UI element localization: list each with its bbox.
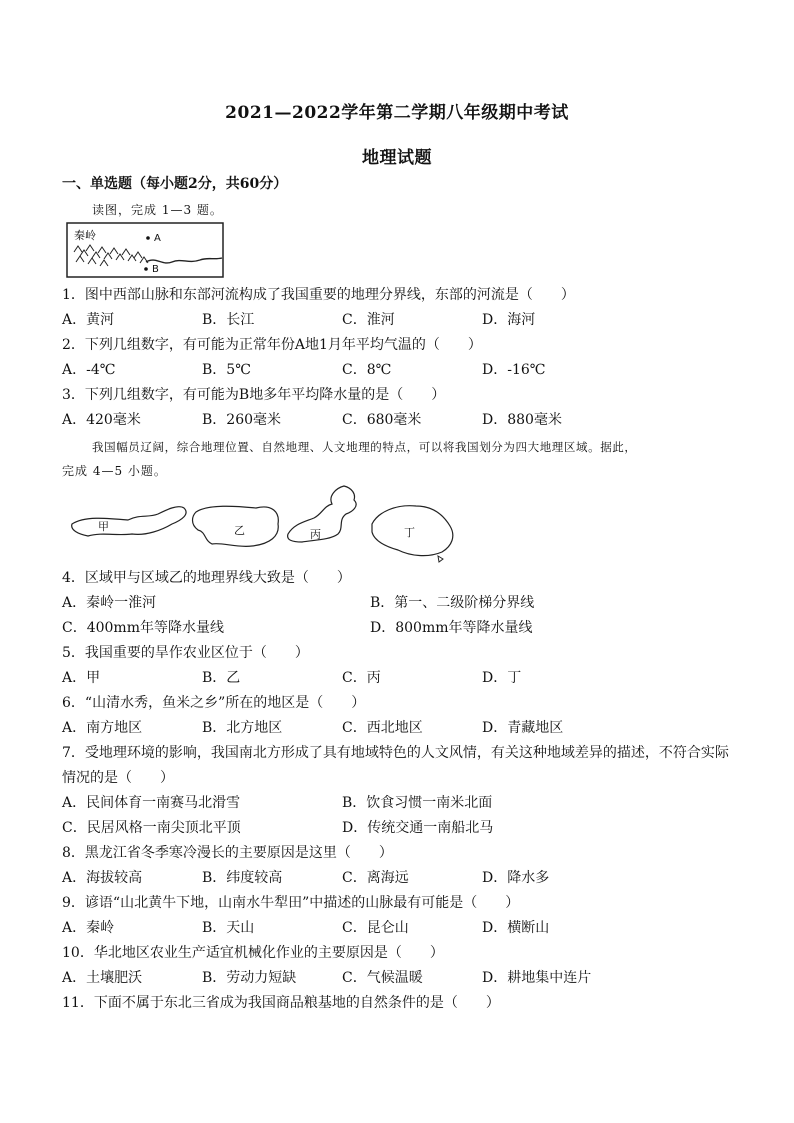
q7-option-b: B．饮食习惯一南米北面 <box>342 795 493 811</box>
map2-intro-line2: 完成 4—5 小题。 <box>62 464 167 478</box>
q8-option-c: C．离海远 <box>342 870 409 886</box>
q9-option-d: D．横断山 <box>482 920 550 936</box>
region-ding <box>372 506 453 562</box>
q7-option-d: D．传统交通一南船北马 <box>342 820 494 836</box>
q10-option-a: A．土壤肥沃 <box>62 970 143 986</box>
q1-option-a: A．黄河 <box>62 312 115 328</box>
q4-option-b: B．第一、二级阶梯分界线 <box>370 595 535 611</box>
map1-label-a: A <box>154 233 161 244</box>
q3-option-d: D．880毫米 <box>482 412 562 428</box>
region-yi <box>193 506 279 546</box>
q5-option-a: A．甲 <box>62 670 101 686</box>
question-11-stem: 11．下面不属于东北三省成为我国商品粮基地的自然条件的是（ ） <box>62 995 500 1011</box>
question-7-stem: 7．受地理环境的影响，我国南北方形成了具有地域特色的人文风情，有关这种地域差异的描述，不符合实际 <box>62 745 729 761</box>
question-10-stem: 10．华北地区农业生产适宜机械化作业的主要原因是（ ） <box>62 945 444 961</box>
region-jia <box>72 507 186 536</box>
exam-title: 2021—2022学年第二学期八年级期中考试 <box>225 103 569 123</box>
q8-option-a: A．海拔较高 <box>62 870 143 886</box>
exam-subtitle: 地理试题 <box>362 148 432 168</box>
q2-option-d: D．-16℃ <box>482 362 546 378</box>
q1-option-b: B．长江 <box>202 312 255 328</box>
q3-option-b: B．260毫米 <box>202 412 282 428</box>
q5-option-d: D．丁 <box>482 670 522 686</box>
four-regions-figure <box>66 484 466 564</box>
question-1-stem: 1．图中西部山脉和东部河流构成了我国重要的地理分界线，东部的河流是（ ） <box>62 287 575 303</box>
question-8-stem: 8．黑龙江省冬季寒冷漫长的主要原因是这里（ ） <box>62 845 393 861</box>
region-ding-label: 丁 <box>404 526 415 539</box>
q2-option-c: C．8℃ <box>342 362 392 378</box>
q8-option-b: B．纬度较高 <box>202 870 283 886</box>
q4-option-a: A．秦岭一淮河 <box>62 595 157 611</box>
q8-option-d: D．降水多 <box>482 870 550 886</box>
map1-label-b: B <box>152 264 159 275</box>
question-5-stem: 5．我国重要的旱作农业区位于（ ） <box>62 645 309 661</box>
region-bing-label: 丙 <box>310 528 321 541</box>
q1-option-d: D．海河 <box>482 312 536 328</box>
point-b <box>144 267 148 271</box>
region-jia-label: 甲 <box>98 520 109 533</box>
q9-option-a: A．秦岭 <box>62 920 115 936</box>
q5-option-b: B．乙 <box>202 670 241 686</box>
q2-option-b: B．5℃ <box>202 362 251 378</box>
question-2-stem: 2．下列几组数字，有可能为正常年份A地1月年平均气温的（ ） <box>62 337 482 353</box>
point-a <box>146 236 150 240</box>
q5-option-c: C．丙 <box>342 670 381 686</box>
question-9-stem: 9．谚语“山北黄牛下地，山南水牛犁田”中描述的山脉最有可能是（ ） <box>62 895 520 911</box>
q3-option-c: C．680毫米 <box>342 412 422 428</box>
q6-option-d: D．青藏地区 <box>482 720 564 736</box>
q1-option-c: C．淮河 <box>342 312 395 328</box>
question-3-stem: 3．下列几组数字，有可能为B地多年平均降水量的是（ ） <box>62 387 446 403</box>
region-yi-label: 乙 <box>234 524 245 537</box>
question-7-stem-cont: 情况的是（ ） <box>62 770 174 786</box>
qinling-map-figure <box>66 222 224 278</box>
q10-option-b: B．劳动力短缺 <box>202 970 297 986</box>
q6-option-a: A．南方地区 <box>62 720 143 736</box>
q9-option-b: B．天山 <box>202 920 255 936</box>
q6-option-c: C．西北地区 <box>342 720 423 736</box>
q7-option-c: C．民居风格一南尖顶北平顶 <box>62 820 241 836</box>
map1-intro: 读图，完成 1—3 题。 <box>92 203 223 217</box>
q2-option-a: A．-4℃ <box>62 362 116 378</box>
map2-intro-line1: 我国幅员辽阔，综合地理位置、自然地理、人文地理的特点，可以将我国划分为四大地理区域。据此， <box>92 440 637 454</box>
q3-option-a: A．420毫米 <box>62 412 141 428</box>
question-4-stem: 4．区域甲与区域乙的地理界线大致是（ ） <box>62 570 351 586</box>
q7-option-a: A．民间体育一南赛马北滑雪 <box>62 795 241 811</box>
map1-label-qinling: 秦岭 <box>74 229 96 242</box>
region-bing <box>288 486 357 542</box>
q4-option-d: D．800mm年等降水量线 <box>370 620 533 636</box>
question-6-stem: 6．“山清水秀，鱼米之乡”所在的地区是（ ） <box>62 695 366 711</box>
q10-option-c: C．气候温暖 <box>342 970 423 986</box>
q4-option-c: C．400mm年等降水量线 <box>62 620 224 636</box>
q10-option-d: D．耕地集中连片 <box>482 970 592 986</box>
q6-option-b: B．北方地区 <box>202 720 283 736</box>
section-heading: 一、单选题（每小题2分，共60分） <box>62 176 288 192</box>
q9-option-c: C．昆仑山 <box>342 920 409 936</box>
